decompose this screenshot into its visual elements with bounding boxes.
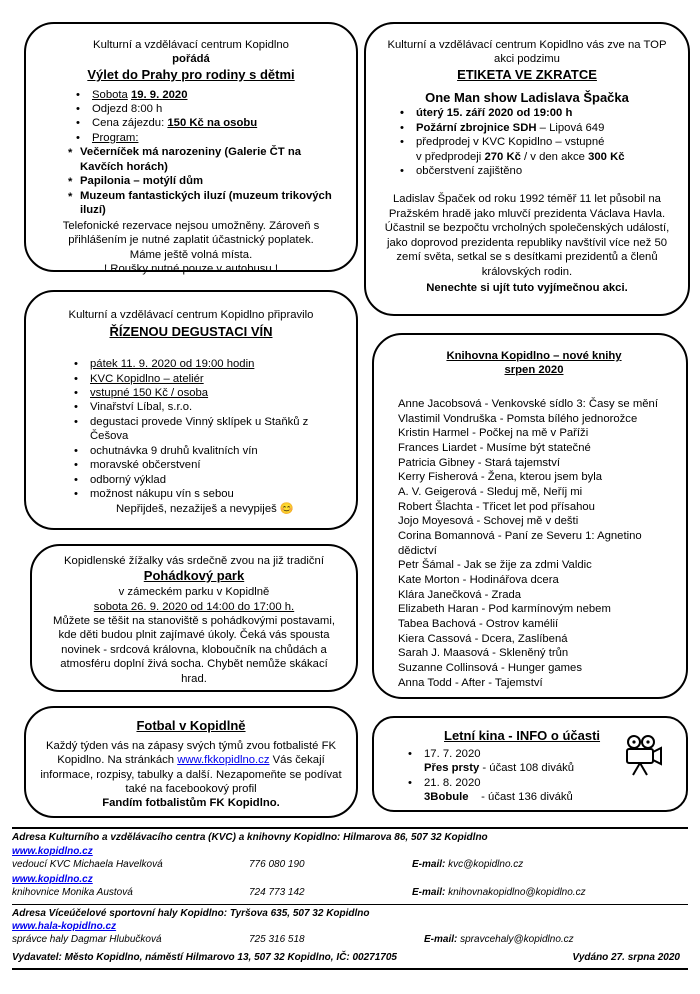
- trip-price: • Cena zájezdu: 150 Kč na osobu: [70, 116, 342, 130]
- book-list: [398, 397, 670, 690]
- book-item: Anna Todd - After - Tajemství: [398, 676, 543, 689]
- fairy-text: Můžete se těšit na stanoviště s pohádkovými postavami, kde děti budou plnit zajímavé úkoly. Čeká vás spousta novinek - srdcová královna, kloboučník na chůdách a atmosféru doplní živá socha. Chybět nemůže skákací hrad.: [53, 614, 335, 685]
- fairy-place: v zámeckém parku v Kopidlně: [118, 586, 270, 599]
- library-phone: 724 773 142: [249, 887, 305, 898]
- library-box: [372, 333, 688, 699]
- wine-item: • KVC Kopidlno – ateliér: [68, 372, 332, 386]
- book-item: Kate Morton - Hodinářova dcera: [398, 573, 559, 586]
- hall-email: E-mail: spravcehaly@kopidlno.cz: [424, 934, 574, 945]
- kvc-email: E-mail: kvc@kopidlno.cz: [412, 859, 524, 870]
- publisher-row: [12, 952, 688, 965]
- hall-address: Adresa Víceúčelové sportovní haly Kopidlno: Tyršova 635, 507 32 Kopidlno: [12, 908, 370, 919]
- hall-contact-row: [12, 934, 688, 949]
- wine-item: • pátek 11. 9. 2020 od 19:00 hodin: [68, 357, 332, 371]
- wine-box: [24, 290, 358, 530]
- wine-item: • degustaci provede Vinný sklípek u Staňků z Češova: [68, 415, 332, 444]
- book-item: Jojo Moyesová - Schovej mě v dešti: [398, 515, 579, 528]
- etiquette-subtitle: One Man show Ladislava Špačka: [425, 89, 629, 105]
- program-item: * Muzeum fantastických iluzí (muzeum trikových iluzí): [68, 189, 342, 218]
- book-item: Corina Bomannová - Paní ze Severu 1: Agnetino dědictví: [398, 529, 642, 557]
- kvc-person: vedoucí KVC Michaela Havelková: [12, 859, 163, 870]
- football-box: [24, 706, 358, 818]
- book-item: Petr Šámal - Jak se žije za zdmi Valdic: [398, 559, 592, 572]
- trip-verb: pořádá: [172, 53, 210, 66]
- trip-note-free-places: Máme ještě volná místa.: [129, 248, 253, 261]
- etiquette-intro: Kulturní a vzdělávací centrum Kopidlno vás zve na TOP akci podzimu: [387, 39, 667, 66]
- hall-person: správce haly Dagmar Hlubučková: [12, 934, 162, 945]
- etiquette-closing: Nenechte si ujít tuto vyjímečnou akci.: [426, 282, 628, 295]
- etiquette-details: [384, 106, 670, 178]
- smiley-icon: 😊: [279, 502, 294, 515]
- book-item: Kiera Cassová - Dcera, Zaslíbená: [398, 632, 568, 645]
- footer-divider: [12, 904, 688, 905]
- library-subtitle: srpen 2020: [504, 364, 564, 377]
- trip-departure: • Odjezd 8:00 h: [70, 102, 342, 116]
- etiquette-presale: • předprodej v KVC Kopidlno – vstupné v předprodeji 270 Kč / v den akce 300 Kč: [394, 135, 670, 164]
- cinema-title: Letní kina - INFO o účasti: [444, 728, 601, 743]
- footer-divider: [12, 827, 688, 829]
- library-person: knihovnice Monika Austová: [12, 887, 133, 898]
- trip-program-label: • Program:: [70, 131, 342, 145]
- wine-item: • vstupné 150 Kč / osoba: [68, 386, 332, 400]
- book-item: A. V. Geigerová - Sleduj mě, Neříj mi: [398, 485, 583, 498]
- wine-closing: Nepřijdeš, nezažiješ a nevypiješ 😊: [116, 502, 294, 515]
- football-text: Každý týden vás na zápasy svých týmů zvou fotbalisté FK Kopidlno. Na stránkách www.fkkopidlno.cz Vás čekají informace, rozpisy, tabulky a další. Nezapomeňte se podívat také na facebookový profil: [40, 739, 342, 795]
- trip-date: • Sobota 19. 9. 2020: [70, 88, 342, 102]
- kvc-contact-row: [12, 859, 688, 874]
- wine-details: [40, 357, 342, 502]
- book-item: Suzanne Collinsová - Hunger games: [398, 662, 582, 674]
- book-item: Elizabeth Haran - Pod karmínovým nebem: [398, 603, 611, 616]
- library-contact-row: [12, 887, 688, 902]
- cinema-item: • 17. 7. 2020 Přes prsty - účast 108 diváků: [402, 747, 670, 776]
- book-item: Frances Liardet - Musíme být statečné: [398, 441, 591, 454]
- book-item: Tabea Bachová - Ostrov kamélií: [398, 617, 559, 630]
- kvc-phone: 776 080 190: [249, 859, 305, 870]
- fairy-title: Pohádkový park: [143, 568, 245, 584]
- publisher: Vydavatel: Město Kopidlno, náměstí Hilmarovo 13, 507 32 Kopidlno, IČ: 00271705: [12, 952, 397, 963]
- fairy-date: sobota 26. 9. 2020 od 14:00 do 17:00 h.: [93, 600, 295, 613]
- book-item: Kristin Harmel - Počkej na mě v Paříži: [398, 427, 589, 440]
- fairy-park-box: [30, 544, 358, 692]
- movie-camera-icon: [622, 734, 664, 776]
- wine-item: • moravské občerstvení: [68, 458, 332, 472]
- wine-item: • možnost nákupu vín s sebou: [68, 487, 332, 501]
- book-item: Vlastimil Vondruška - Pomsta bílého jednorožce: [398, 412, 638, 425]
- fairy-intro: Kopidlenské žížalky vás srdečně zvou na již tradiční: [64, 555, 324, 567]
- wine-item: • Vinařství Líbal, s.r.o.: [68, 400, 332, 414]
- hall-web-link[interactable]: www.hala-kopidlno.cz: [12, 921, 117, 932]
- etiquette-box: [364, 22, 690, 316]
- program-item: * Papilonia – motýlí dům: [68, 174, 342, 188]
- etiquette-place: • Požární zbrojnice SDH – Lipová 649: [394, 121, 670, 135]
- kvc-address: Adresa Kulturního a vzdělávacího centra (KVC) a knihovny Kopidlno: Hilmarova 86, 507 32 Kopidlno: [12, 832, 488, 843]
- wine-title: ŘÍZENOU DEGUSTACI VÍN: [109, 324, 273, 340]
- wine-item: • ochutnávka 9 druhů kvalitních vín: [68, 444, 332, 458]
- football-title: Fotbal v Kopidlně: [136, 718, 246, 733]
- book-item: Kerry Fisherová - Žena, kterou jsem byla: [398, 471, 603, 484]
- footer-divider: [12, 968, 688, 970]
- trip-program: [40, 145, 342, 217]
- book-item: Sarah J. Maasová - Skleněný trůn: [398, 647, 569, 660]
- footer-kvc: [12, 832, 688, 902]
- cinema-box: [372, 716, 688, 812]
- trip-title: Výlet do Prahy pro rodiny s dětmi: [87, 66, 295, 82]
- etiquette-date: • úterý 15. září 2020 od 19:00 h: [394, 106, 670, 120]
- trip-details: [40, 88, 342, 146]
- book-item: Anne Jacobsová - Venkovské sídlo 3: Časy se mění: [398, 397, 658, 410]
- library-title: Knihovna Kopidlno – nové knihy: [446, 350, 622, 362]
- etiquette-refreshments: • občerstvení zajištěno: [394, 164, 670, 178]
- footer-hall: [12, 908, 688, 949]
- cinema-item: • 21. 8. 2020 3Bobule - účast 136 diváků: [402, 776, 670, 805]
- library-email: E-mail: knihovnakopidlno@kopidlno.cz: [412, 887, 586, 898]
- trip-org: Kulturní a vzdělávací centrum Kopidlno: [93, 39, 289, 51]
- wine-intro: Kulturní a vzdělávací centrum Kopidlno připravilo: [68, 309, 314, 321]
- issue-date: Vydáno 27. srpna 2020: [572, 952, 680, 963]
- trip-box: [24, 22, 358, 275]
- trip-note-masks: ! Roušky nutné pouze v autobusu !: [104, 262, 278, 275]
- etiquette-description: Ladislav Špaček od roku 1992 téměř 11 let působil na Pražském hradě jako mluvčí prezidenta Václava Havla. Účastnil se bezpočtu vrcholných společenských událostí, jako doprovod prezidenta republiky navštívil více než 50 zemí světa, setkal se s desítkami prezidentů a členů královských rodin.: [384, 193, 670, 278]
- library-web-link[interactable]: www.kopidlno.cz: [12, 874, 93, 885]
- etiquette-title: ETIKETA VE ZKRATCE: [457, 66, 597, 82]
- kvc-web-link[interactable]: www.kopidlno.cz: [12, 846, 93, 857]
- fk-kopidlno-link[interactable]: www.fkkopidlno.cz: [177, 754, 270, 767]
- hall-phone: 725 316 518: [249, 934, 305, 945]
- book-item: Patricia Gibney - Stará tajemství: [398, 456, 560, 469]
- football-closing: Fandím fotbalistům FK Kopidlno.: [102, 797, 280, 810]
- trip-note-reservation: Telefonické rezervace nejsou umožněny. Zároveň s přihlášením je nutné zaplatit účastnický poplatek.: [62, 219, 320, 247]
- book-item: Robert Šlachta - Třicet let pod přísahou: [398, 500, 595, 513]
- book-item: Klára Janečková - Zrada: [398, 588, 522, 601]
- wine-item: • odborný výklad: [68, 473, 332, 487]
- program-item: * Večerníček má narozeniny (Galerie ČT na Kavčích horách): [68, 145, 342, 174]
